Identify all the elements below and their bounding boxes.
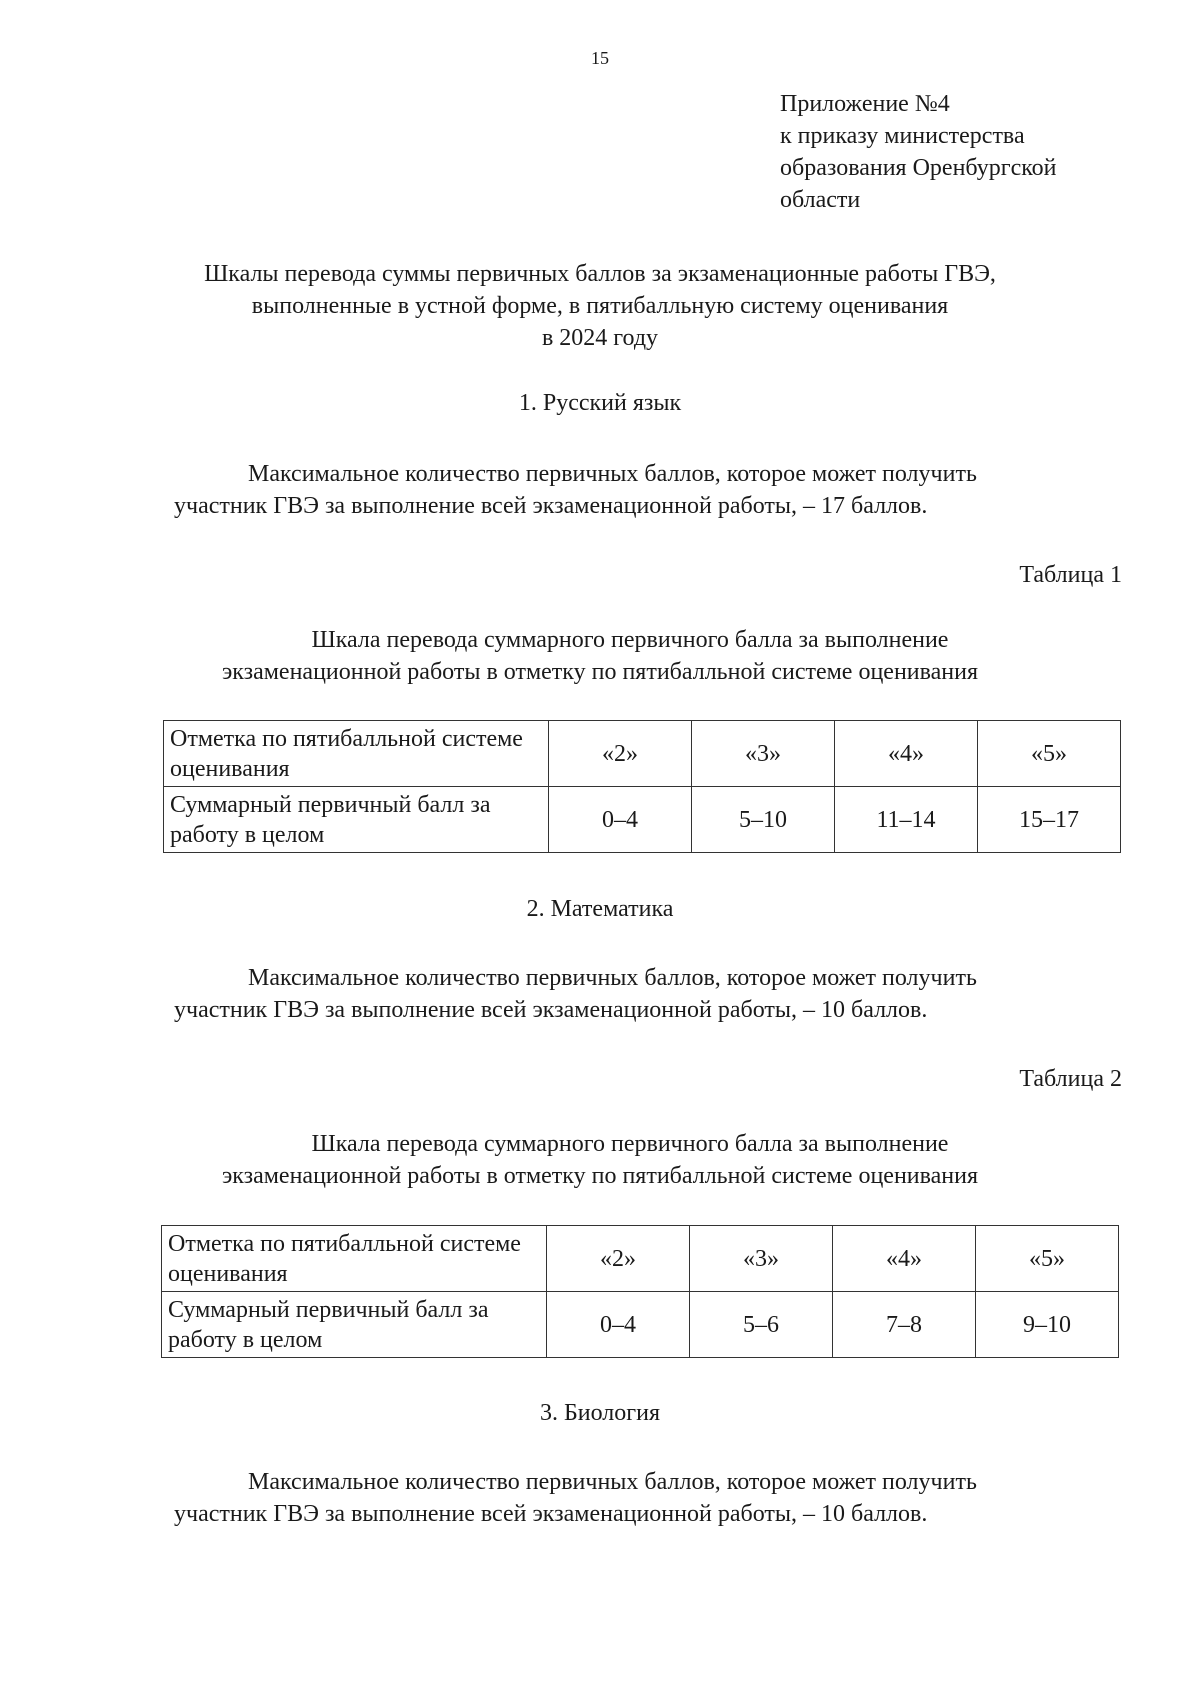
annex-line: области [780, 187, 861, 213]
grade-cell: «5» [976, 1226, 1119, 1292]
annex-line: к приказу министерства [780, 123, 1025, 149]
row-header-grade: Отметка по пятибалльной системе оценивания [164, 721, 549, 787]
grade-cell: «2» [547, 1226, 690, 1292]
section-paragraph-biology [174, 1466, 1124, 1530]
section-paragraph-math [174, 962, 1124, 1026]
paragraph-line: Максимальное количество первичных баллов, которое может получить [248, 965, 977, 991]
page-number: 15 [591, 48, 609, 68]
score-range-cell: 5–6 [690, 1292, 833, 1358]
paragraph-line: Максимальное количество первичных баллов, которое может получить [248, 1469, 977, 1495]
score-table-1 [163, 720, 1121, 853]
row-header-grade: Отметка по пятибалльной системе оценивания [162, 1226, 547, 1292]
caption-line: экзаменационной работы в отметку по пятибалльной системе оценивания [221, 659, 979, 685]
table-row [162, 1226, 1119, 1292]
score-range-cell: 11–14 [835, 787, 978, 853]
table-caption-2 [0, 1128, 1200, 1192]
grade-cell: «3» [690, 1226, 833, 1292]
grade-cell: «3» [692, 721, 835, 787]
score-range-cell: 7–8 [833, 1292, 976, 1358]
caption-line: экзаменационной работы в отметку по пятибалльной системе оценивания [221, 1163, 979, 1189]
table-label-2: Таблица 2 [1019, 1066, 1122, 1092]
score-table-2 [161, 1225, 1119, 1358]
row-header-score: Суммарный первичный балл за работу в целом [162, 1292, 547, 1358]
score-range-cell: 0–4 [547, 1292, 690, 1358]
paragraph-line: участник ГВЭ за выполнение всей экзаменационной работы, – 10 баллов. [174, 997, 928, 1023]
paragraph-line: участник ГВЭ за выполнение всей экзаменационной работы, – 10 баллов. [174, 1501, 928, 1527]
paragraph-line: участник ГВЭ за выполнение всей экзаменационной работы, – 17 баллов. [174, 493, 928, 519]
section-paragraph-russian [174, 458, 1124, 522]
annex-block [780, 88, 1057, 216]
annex-line: образования Оренбургской [780, 155, 1057, 181]
grade-cell: «5» [978, 721, 1121, 787]
section-heading-biology: 3. Биология [539, 1400, 660, 1426]
annex-line: Приложение №4 [780, 91, 950, 117]
score-range-cell: 5–10 [692, 787, 835, 853]
document-title [0, 258, 1200, 354]
grade-cell: «4» [835, 721, 978, 787]
section-heading-russian: 1. Русский язык [518, 390, 682, 416]
title-line: в 2024 году [541, 325, 659, 351]
score-range-cell: 15–17 [978, 787, 1121, 853]
section-heading-math: 2. Математика [526, 896, 674, 922]
table-row [164, 787, 1121, 853]
grade-cell: «2» [549, 721, 692, 787]
row-header-score: Суммарный первичный балл за работу в целом [164, 787, 549, 853]
caption-line: Шкала перевода суммарного первичного балла за выполнение [311, 627, 949, 653]
table-caption-1 [0, 624, 1200, 688]
table-label-1: Таблица 1 [1019, 562, 1122, 588]
score-range-cell: 0–4 [549, 787, 692, 853]
score-range-cell: 9–10 [976, 1292, 1119, 1358]
grade-cell: «4» [833, 1226, 976, 1292]
paragraph-line: Максимальное количество первичных баллов, которое может получить [248, 461, 977, 487]
title-line: выполненные в устной форме, в пятибалльную систему оценивания [251, 293, 949, 319]
title-line: Шкалы перевода суммы первичных баллов за экзаменационные работы ГВЭ, [204, 261, 996, 287]
table-row [162, 1292, 1119, 1358]
table-row [164, 721, 1121, 787]
caption-line: Шкала перевода суммарного первичного балла за выполнение [311, 1131, 949, 1157]
